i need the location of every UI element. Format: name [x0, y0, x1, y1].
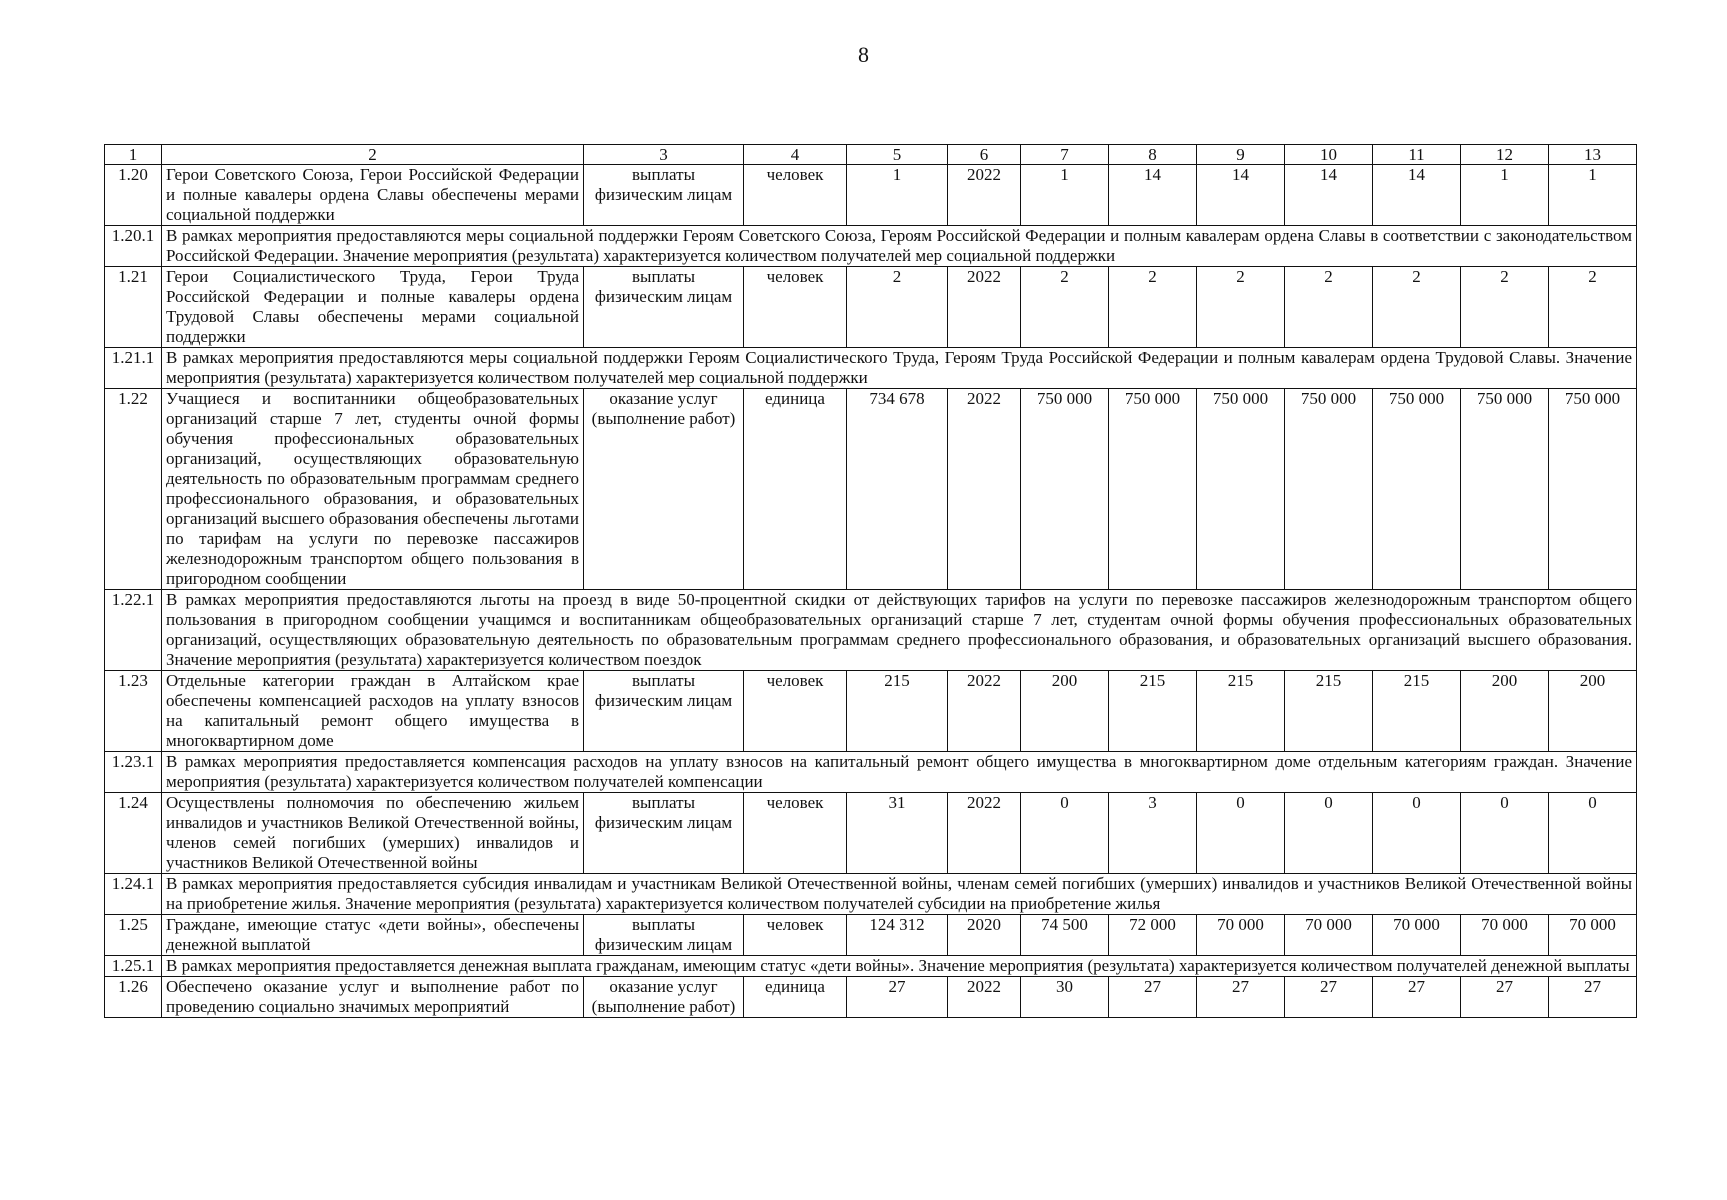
indicator-row: [105, 793, 1637, 874]
row-value: 215: [847, 671, 948, 752]
row-id: 1.20.1: [105, 226, 162, 267]
row-id: 1.24.1: [105, 874, 162, 915]
row-value: 0: [1285, 793, 1373, 874]
indicator-row: [105, 165, 1637, 226]
row-id: 1.25.1: [105, 956, 162, 977]
row-name: Обеспечено оказание услуг и выполнение работ по проведению социально значимых мероприятий: [162, 977, 584, 1018]
row-value: 2: [1197, 267, 1285, 348]
row-value: 2022: [948, 165, 1021, 226]
row-id: 1.20: [105, 165, 162, 226]
row-type: выплаты физическим лицам: [584, 793, 744, 874]
indicators-table: [104, 144, 1637, 1018]
indicator-row: [105, 267, 1637, 348]
row-value: 2: [1021, 267, 1109, 348]
row-value: 14: [1197, 165, 1285, 226]
row-value: 27: [1285, 977, 1373, 1018]
row-description: В рамках мероприятия предоставляется субсидия инвалидам и участникам Великой Отечественной войны, членам семей погибших (умерших) инвалидов и участников Великой Отечественной войны на приобретение жилья. Значение мероприятия (результата) характеризуется количеством получателей субсидии на приобретение жилья: [162, 874, 1637, 915]
column-number: 11: [1373, 145, 1461, 165]
row-value: 750 000: [1461, 389, 1549, 590]
row-name: Герои Советского Союза, Герои Российской Федерации и полные кавалеры ордена Славы обеспечены мерами социальной поддержки: [162, 165, 584, 226]
row-description: В рамках мероприятия предоставляются меры социальной поддержки Героям Социалистического Труда, Героям Труда Российской Федерации и полным кавалерам ордена Трудовой Славы. Значение мероприятия (результата) характеризуется количеством получателей мер социальной поддержки: [162, 348, 1637, 389]
row-value: 200: [1549, 671, 1637, 752]
row-id: 1.24: [105, 793, 162, 874]
column-number: 1: [105, 145, 162, 165]
row-value: 215: [1285, 671, 1373, 752]
row-value: 200: [1021, 671, 1109, 752]
row-value: 2: [1549, 267, 1637, 348]
description-row: [105, 874, 1637, 915]
row-description: В рамках мероприятия предоставляется денежная выплата гражданам, имеющим статус «дети войны». Значение мероприятия (результата) характеризуется количеством получателей денежной выплаты: [162, 956, 1637, 977]
column-number: 8: [1109, 145, 1197, 165]
row-value: 2022: [948, 977, 1021, 1018]
row-value: 14: [1373, 165, 1461, 226]
row-value: 0: [1197, 793, 1285, 874]
row-value: 70 000: [1373, 915, 1461, 956]
row-value: 215: [1373, 671, 1461, 752]
row-type: выплаты физическим лицам: [584, 267, 744, 348]
row-unit: человек: [744, 267, 847, 348]
column-number: 4: [744, 145, 847, 165]
row-value: 2020: [948, 915, 1021, 956]
row-description: В рамках мероприятия предоставляются меры социальной поддержки Героям Советского Союза, Героям Российской Федерации и полным кавалерам ордена Славы в соответствии с законодательством Российской Федерации. Значение мероприятия (результата) характеризуется количеством получателей мер социальной поддержки: [162, 226, 1637, 267]
row-name: Учащиеся и воспитанники общеобразовательных организаций старше 7 лет, студенты очной формы обучения профессиональных образовательных организаций, осуществляющих образовательную деятельность по образовательным программам среднего профессионального образования, и образовательных организаций высшего образования обеспечены льготами по тарифам на услуги по перевозке пассажиров железнодорожным транспортом общего пользования в пригородном сообщении: [162, 389, 584, 590]
row-value: 27: [1549, 977, 1637, 1018]
row-value: 0: [1021, 793, 1109, 874]
description-row: [105, 348, 1637, 389]
indicator-row: [105, 915, 1637, 956]
column-number: 3: [584, 145, 744, 165]
row-id: 1.21.1: [105, 348, 162, 389]
row-value: 27: [1461, 977, 1549, 1018]
row-unit: человек: [744, 671, 847, 752]
row-value: 27: [847, 977, 948, 1018]
row-value: 1: [1549, 165, 1637, 226]
row-value: 27: [1109, 977, 1197, 1018]
description-row: [105, 752, 1637, 793]
row-value: 70 000: [1549, 915, 1637, 956]
description-row: [105, 590, 1637, 671]
row-id: 1.22.1: [105, 590, 162, 671]
row-value: 750 000: [1109, 389, 1197, 590]
row-value: 2: [1109, 267, 1197, 348]
row-value: 215: [1197, 671, 1285, 752]
row-id: 1.23.1: [105, 752, 162, 793]
row-name: Герои Социалистического Труда, Герои Труда Российской Федерации и полные кавалеры ордена Трудовой Славы обеспечены мерами социальной поддержки: [162, 267, 584, 348]
row-type: выплаты физическим лицам: [584, 671, 744, 752]
row-value: 750 000: [1373, 389, 1461, 590]
row-id: 1.21: [105, 267, 162, 348]
row-description: В рамках мероприятия предоставляются льготы на проезд в виде 50-процентной скидки от действующих тарифов на услуги по перевозке пассажиров железнодорожным транспортом общего пользования в пригородном сообщении учащимся и воспитанникам общеобразовательных организаций старше 7 лет, студентам очной формы обучения профессиональных образовательных организаций, осуществляющих образовательную деятельность по образовательным программам среднего профессионального образования, и образовательных организаций высшего образования. Значение мероприятия (результата) характеризуется количеством поездок: [162, 590, 1637, 671]
indicator-row: [105, 671, 1637, 752]
column-number: 12: [1461, 145, 1549, 165]
column-number: 13: [1549, 145, 1637, 165]
row-name: Отдельные категории граждан в Алтайском крае обеспечены компенсацией расходов на уплату взносов на капитальный ремонт общего имущества в многоквартирном доме: [162, 671, 584, 752]
row-id: 1.23: [105, 671, 162, 752]
column-number: 2: [162, 145, 584, 165]
row-value: 1: [1021, 165, 1109, 226]
row-value: 70 000: [1285, 915, 1373, 956]
row-value: 750 000: [1549, 389, 1637, 590]
row-type: оказание услуг (выполнение работ): [584, 977, 744, 1018]
row-value: 2: [1373, 267, 1461, 348]
row-value: 30: [1021, 977, 1109, 1018]
row-value: 2: [847, 267, 948, 348]
row-type: выплаты физическим лицам: [584, 915, 744, 956]
row-value: 14: [1109, 165, 1197, 226]
row-value: 1: [1461, 165, 1549, 226]
row-value: 2: [1285, 267, 1373, 348]
row-value: 0: [1373, 793, 1461, 874]
row-name: Осуществлены полномочия по обеспечению жильем инвалидов и участников Великой Отечественной войны, членов семей погибших (умерших) инвалидов и участников Великой Отечественной войны: [162, 793, 584, 874]
row-value: 750 000: [1197, 389, 1285, 590]
row-value: 70 000: [1197, 915, 1285, 956]
column-number: 5: [847, 145, 948, 165]
row-value: 750 000: [1285, 389, 1373, 590]
row-unit: человек: [744, 165, 847, 226]
row-value: 2022: [948, 267, 1021, 348]
row-value: 31: [847, 793, 948, 874]
row-value: 2: [1461, 267, 1549, 348]
row-value: 70 000: [1461, 915, 1549, 956]
row-name: Граждане, имеющие статус «дети войны», обеспечены денежной выплатой: [162, 915, 584, 956]
row-value: 14: [1285, 165, 1373, 226]
row-value: 0: [1461, 793, 1549, 874]
row-value: 2022: [948, 671, 1021, 752]
column-number: 7: [1021, 145, 1109, 165]
row-value: 734 678: [847, 389, 948, 590]
column-number: 10: [1285, 145, 1373, 165]
page-number: 8: [858, 42, 869, 67]
row-unit: единица: [744, 389, 847, 590]
row-value: 2022: [948, 389, 1021, 590]
row-unit: человек: [744, 793, 847, 874]
row-value: 27: [1197, 977, 1285, 1018]
row-value: 27: [1373, 977, 1461, 1018]
indicator-row: [105, 389, 1637, 590]
column-number: 9: [1197, 145, 1285, 165]
row-value: 72 000: [1109, 915, 1197, 956]
column-number-row: [105, 145, 1637, 165]
row-type: выплаты физическим лицам: [584, 165, 744, 226]
indicator-row: [105, 977, 1637, 1018]
row-value: 750 000: [1021, 389, 1109, 590]
column-number: 6: [948, 145, 1021, 165]
row-value: 200: [1461, 671, 1549, 752]
row-unit: человек: [744, 915, 847, 956]
row-id: 1.25: [105, 915, 162, 956]
row-value: 1: [847, 165, 948, 226]
row-value: 74 500: [1021, 915, 1109, 956]
row-value: 2022: [948, 793, 1021, 874]
row-description: В рамках мероприятия предоставляется компенсация расходов на уплату взносов на капитальный ремонт общего имущества в многоквартирном доме отдельным категориям граждан. Значение мероприятия (результата) характеризуется количеством получателей компенсации: [162, 752, 1637, 793]
row-id: 1.22: [105, 389, 162, 590]
row-id: 1.26: [105, 977, 162, 1018]
row-type: оказание услуг (выполнение работ): [584, 389, 744, 590]
row-unit: единица: [744, 977, 847, 1018]
row-value: 0: [1549, 793, 1637, 874]
row-value: 3: [1109, 793, 1197, 874]
row-value: 124 312: [847, 915, 948, 956]
description-row: [105, 956, 1637, 977]
row-value: 215: [1109, 671, 1197, 752]
description-row: [105, 226, 1637, 267]
